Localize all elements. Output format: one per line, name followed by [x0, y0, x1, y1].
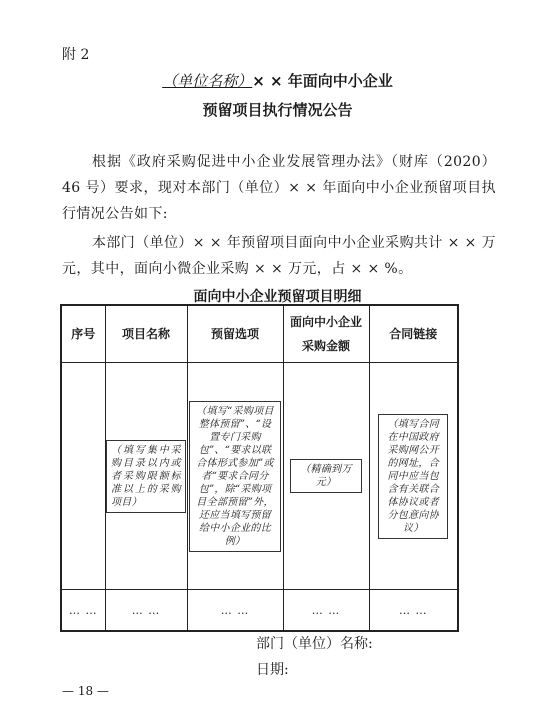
header-project-name: 项目名称: [105, 305, 187, 363]
header-index: 序号: [61, 305, 105, 363]
ellipsis-cell: … …: [187, 590, 283, 632]
cell-project-name: [105, 363, 187, 590]
contract-link-note: （填写合同在中国政府采购网公开的网址，合同中应当包含有关联合体协议或者分包意向协议）: [378, 414, 448, 539]
reserve-option-note: （填写“采购项目整体预留”、“设置专门采购包”、“要求以联合体形式参加”或者“要求合同分包”，除“采购项目全部预留”外，还应当填写预留给中小企业的比例）: [189, 401, 281, 552]
amount-note: （精确到万元）: [290, 459, 362, 493]
table-caption: 面向中小企业预留项目明细: [193, 289, 362, 305]
title-line-1: [0, 70, 555, 91]
header-contract-link: 合同链接: [369, 305, 458, 363]
attachment-label: 附 2: [62, 47, 90, 63]
paragraph-2: 本部门（单位）× × 年预留项目面向中小企业采购共计 × × 万元，其中，面向小微企业采购 × × 万元，占 × × %。: [62, 235, 496, 277]
table-header-row: [61, 305, 458, 363]
unit-name-placeholder: （单位名称）: [162, 72, 253, 90]
cell-index: [61, 363, 105, 590]
ellipsis-cell: … …: [105, 590, 187, 632]
signature-date-label: 日期:: [256, 662, 289, 678]
header-amount: 面向中小企业 采购金额: [283, 305, 369, 363]
paragraph-1: 根据《政府采购促进中小企业发展管理办法》（财库（2020）46 号）要求，现对本部门（单位）× × 年面向中小企业预留项目执行情况公告如下:: [62, 154, 496, 222]
ellipsis-cell: … …: [369, 590, 458, 632]
page-number: — 18 —: [62, 684, 109, 698]
header-reserve-option: 预留选项: [187, 305, 283, 363]
cell-amount: [283, 363, 369, 590]
project-name-note: （填写集中采购目录以内或者采购限额标准以上的采购项目）: [106, 440, 186, 513]
signature-unit-label: 部门（单位）名称:: [256, 636, 373, 652]
title-line-2: 预留项目执行情况公告: [202, 101, 353, 119]
table-row-ellipsis: [61, 590, 458, 632]
reserved-projects-table: [60, 304, 459, 632]
ellipsis-cell: … …: [61, 590, 105, 632]
title-line-1-text: × × 年面向中小企业: [252, 72, 393, 90]
ellipsis-cell: … …: [283, 590, 369, 632]
table-row: [61, 363, 458, 590]
cell-reserve-option: [187, 363, 283, 590]
cell-contract-link: [369, 363, 458, 590]
